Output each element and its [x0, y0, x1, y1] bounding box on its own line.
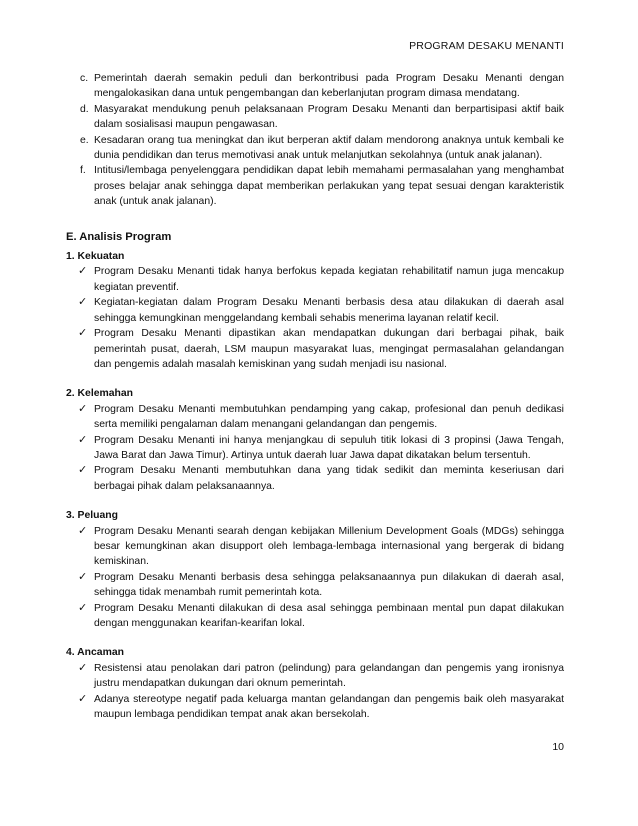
list-item: [68, 433, 564, 464]
checkmark-icon: ✓: [78, 661, 88, 674]
list-item-text: Kegiatan-kegiatan dalam Program Desaku Menanti berbasis desa atau dilakukan di daerah asal sehingga kemungkinan menggelandang kembali sehabis menerima layanan relatif kecil.: [94, 297, 564, 324]
list-item: [68, 570, 564, 601]
list-item-text: Program Desaku Menanti membutuhkan pendamping yang cakap, profesional dan penuh dedikasi serta memiliki pengalaman dalam menangani gelandangan dan pengemis.: [94, 403, 564, 431]
running-header: PROGRAM DESAKU MENANTI: [409, 40, 564, 52]
checkmark-icon: ✓: [78, 327, 88, 340]
checkmark-icon: ✓: [78, 464, 88, 477]
list-item-text: Resistensi atau penolakan dari patron (pelindung) para gelandangan dan pengemis yang ironisnya justru mendapatkan dukungan dari oknum pemerintah.: [94, 662, 564, 690]
list-item: [68, 71, 564, 102]
list-item: [68, 264, 564, 295]
list-item-text: Program Desaku Menanti berbasis desa sehingga pelaksanaannya pun dilakukan di daerah asal, sehingga tidak menambah rumit pemerintah kota.: [94, 571, 564, 599]
list-item: [68, 692, 564, 723]
subsection-ancaman: [68, 645, 564, 722]
list-item-text: Program Desaku Menanti searah dengan kebijakan Millenium Development Goals (MDGs) sehingga besar kemungkinan akan disupport oleh lembaga-lembaga internasional yang bergerak di bidang kemiskinan.: [94, 525, 564, 568]
list-item-text: Pemerintah daerah semakin peduli dan berkontribusi pada Program Desaku Menanti dengan mengalokasikan dana untuk pengembangan dan keberlanjutan program dimasa mendatang.: [94, 73, 564, 100]
list-item: [68, 601, 564, 632]
list-item: [68, 661, 564, 692]
subsection-peluang: [68, 508, 564, 631]
list-item-text: Kesadaran orang tua meningkat dan ikut berperan aktif dalam mendorong anaknya untuk kembali ke dunia pendidikan dan terus memotivasi anak untuk melanjutkan sekolahnya (untuk anak jalanan).: [94, 134, 564, 162]
checkmark-icon: ✓: [78, 433, 88, 446]
checkmark-icon: ✓: [78, 692, 88, 705]
page-content: [68, 71, 564, 736]
list-item-text: Masyarakat mendukung penuh pelaksanaan Program Desaku Menanti dan berpartisipasi aktif baik dalam sosialisasi maupun pengawasan.: [94, 103, 564, 131]
list-marker: d.: [80, 103, 89, 115]
list-item-text: Program Desaku Menanti dipastikan akan mendapatkan dukungan dari berbagai pihak, baik pemerintah pusat, daerah, LSM maupun masyarakat luas, mengingat permasalahan gelandangan dan pengemis adalah masalah kemiskinan yang sudah menjadi isu nasional.: [94, 328, 564, 370]
check-list: [68, 402, 564, 494]
page-number: 10: [552, 741, 564, 753]
checkmark-icon: ✓: [78, 402, 88, 415]
checkmark-icon: ✓: [78, 296, 88, 309]
list-item: [68, 402, 564, 433]
subsection-title: 1. Kekuatan: [66, 251, 125, 263]
checkmark-icon: ✓: [78, 601, 88, 614]
list-item-text: Program Desaku Menanti membutuhkan dana yang tidak sedikit dan meminta keseriusan dari berbagai pihak dalam pelaksanaannya.: [94, 465, 564, 492]
checkmark-icon: ✓: [78, 570, 88, 583]
list-item: [68, 163, 564, 209]
list-item-text: Program Desaku Menanti dilakukan di desa asal sehingga pembinaan mental pun dapat dilakukan dengan menggunakan kearifan-kearifan lokal.: [94, 602, 564, 629]
subsection-title: 2. Kelemahan: [66, 388, 133, 400]
list-item: [68, 102, 564, 133]
subsection-title: 3. Peluang: [66, 510, 118, 522]
check-list: [68, 264, 564, 372]
subsection-kekuatan: [68, 249, 564, 372]
list-marker: f.: [80, 165, 86, 177]
list-item-text: Program Desaku Menanti tidak hanya berfokus kepada kegiatan rehabilitatif namun juga mencakup kegiatan preventif.: [94, 266, 564, 293]
list-item-text: Adanya stereotype negatif pada keluarga mantan gelandangan dan pengemis baik oleh masyarakat maupun lembaga pendidikan tempat anak akan bersekolah.: [94, 693, 564, 721]
subsection-kelemahan: [68, 386, 564, 494]
subsection-title: 4. Ancaman: [66, 647, 124, 659]
intro-list: [68, 71, 564, 210]
check-list: [68, 661, 564, 723]
list-item: [68, 524, 564, 570]
checkmark-icon: ✓: [78, 524, 88, 537]
list-marker: c.: [80, 73, 89, 84]
list-item: [68, 295, 564, 326]
list-marker: e.: [80, 134, 89, 146]
list-item: [68, 463, 564, 494]
checkmark-icon: ✓: [78, 265, 88, 278]
list-item-text: Program Desaku Menanti ini hanya menjangkau di sepuluh titik lokasi di 3 propinsi (Jawa Tengah, Jawa Barat dan Jawa Timur). Artinya untuk daerah luar Jawa dapat dikatakan belum tersentuh.: [94, 434, 564, 461]
list-item: [68, 326, 564, 372]
check-list: [68, 524, 564, 632]
list-item: [68, 133, 564, 164]
list-item-text: Intitusi/lembaga penyelenggara pendidikan dapat lebih memahami permasalahan yang menghambat proses belajar anak sehingga dapat memberikan perlakukan yang tepat sesuai dengan karakteristik anak (untuk anak jalanan).: [94, 165, 564, 208]
section-title: E. Analisis Program: [66, 230, 172, 243]
